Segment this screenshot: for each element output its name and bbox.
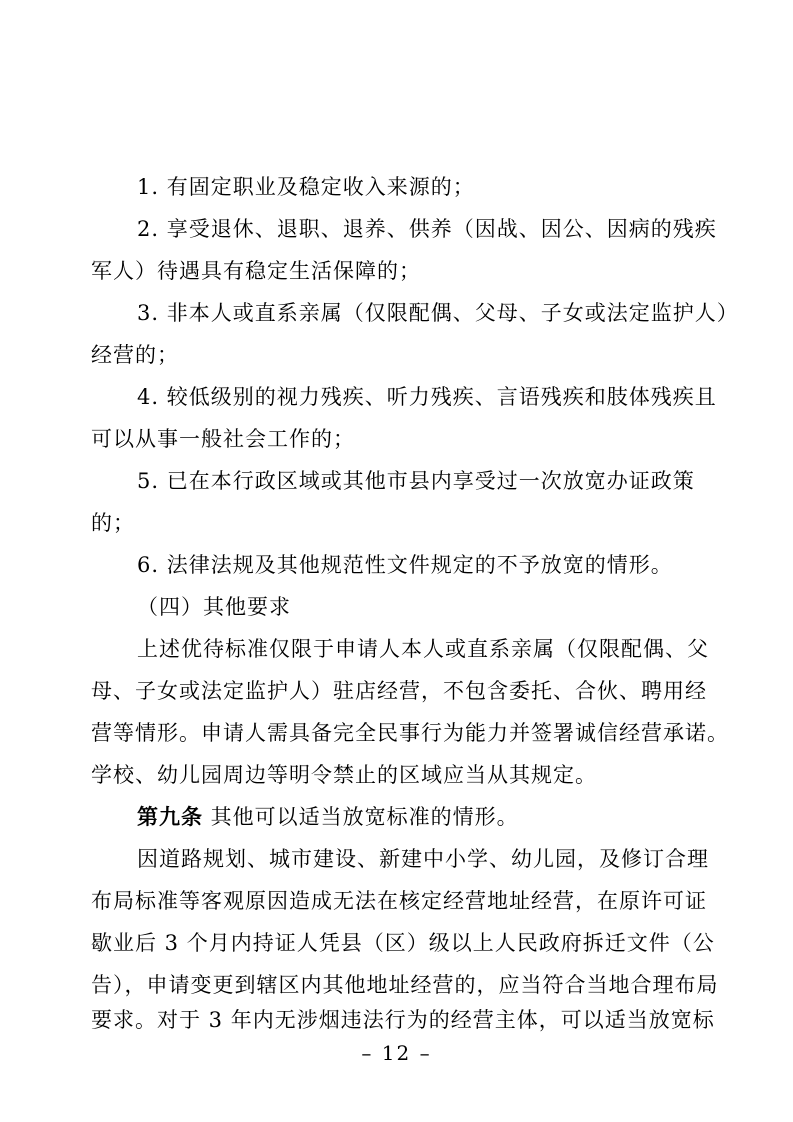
article-9-line-1: 因道路规划、城市建设、新建中小学、幼儿园，及修订合理 (137, 847, 709, 871)
list-item-4-line-2: 可以从事一般社会工作的； (91, 427, 355, 451)
article-9-line-3: 歇业后 3 个月内持证人凭县（区）级以上人民政府拆迁文件（公 (91, 931, 715, 955)
article-9-line-2: 布局标准等客观原因造成无法在核定经营地址经营，在原许可证 (91, 889, 707, 913)
page-number: – 12 – (361, 1041, 432, 1065)
list-item-3-line-2: 经营的； (91, 343, 179, 367)
list-item-5-line-2: 的； (91, 511, 135, 535)
list-item-6: 6. 法律法规及其他规范性文件规定的不予放宽的情形。 (137, 553, 673, 577)
paragraph-line-1: 上述优待标准仅限于申请人本人或直系亲属（仅限配偶、父 (137, 637, 709, 661)
list-item-1: 1. 有固定职业及稳定收入来源的； (137, 175, 475, 199)
article-9-heading (0, 797, 793, 837)
list-item-2-line-1: 2. 享受退休、退职、退养、供养（因战、因公、因病的残疾 (137, 217, 717, 241)
list-item-3-line-1: 3. 非本人或直系亲属（仅限配偶、父母、子女或法定监护人） (137, 301, 739, 325)
list-item-4-line-1: 4. 较低级别的视力残疾、听力残疾、言语残疾和肢体残疾且 (137, 385, 717, 409)
list-item-2-line-2: 军人）待遇具有稳定生活保障的； (91, 259, 421, 283)
list-item-5-line-1: 5. 已在本行政区域或其他市县内享受过一次放宽办证政策 (137, 469, 695, 493)
paragraph-line-2: 母、子女或法定监护人）驻店经营，不包含委托、合伙、聘用经 (91, 679, 707, 703)
article-9-line-4: 告），申请变更到辖区内其他地址经营的，应当符合当地合理布局 (91, 973, 719, 997)
paragraph-line-3: 营等情形。申请人需具备完全民事行为能力并签署诚信经营承诺。 (91, 721, 729, 745)
article-9-label: 第九条 (137, 804, 203, 829)
article-9-title: 其他可以适当放宽标准的情形。 (203, 805, 519, 829)
section-heading-other-requirements: （四）其他要求 (137, 595, 291, 619)
paragraph-line-4: 学校、幼儿园周边等明令禁止的区域应当从其规定。 (91, 763, 597, 787)
article-9-line-5: 要求。对于 3 年内无涉烟违法行为的经营主体，可以适当放宽标 (91, 1008, 715, 1032)
